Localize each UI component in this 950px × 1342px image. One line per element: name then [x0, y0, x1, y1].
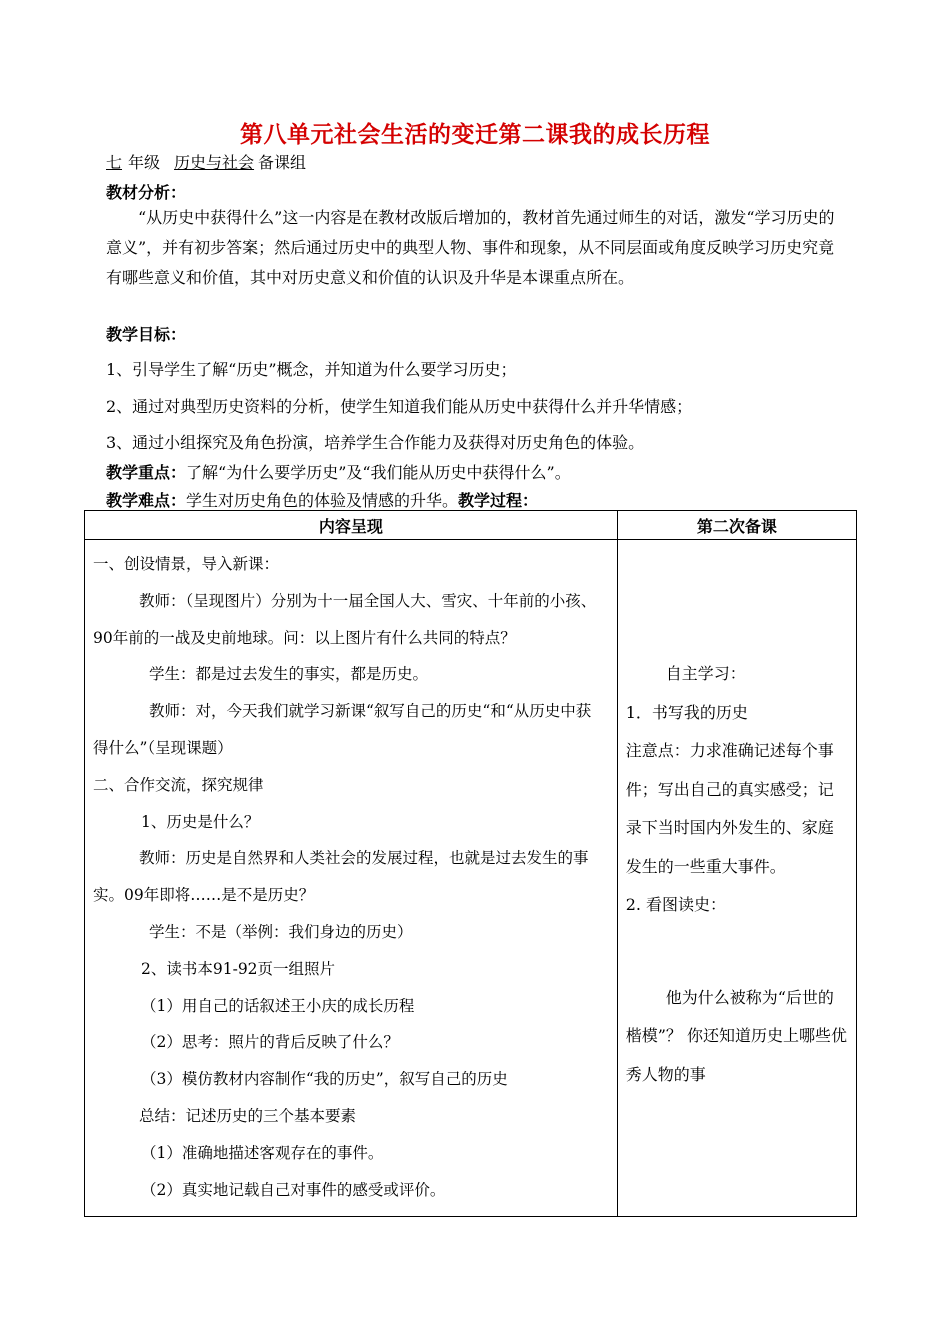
content-line: 二、合作交流，探究规律 — [93, 775, 264, 794]
difficulty-label: 教学难点： — [106, 491, 187, 510]
table-header-row — [85, 511, 857, 540]
grade-suffix: 年级 — [128, 153, 161, 172]
content-line: （1）准确地描述客观存在的事件。 — [141, 1143, 384, 1162]
content-line: 2、读书本91-92页一组照片 — [141, 959, 336, 978]
focus-label: 教学重点： — [106, 463, 187, 482]
goal-item-1: 1、引导学生了解“历史”概念，并知道为什么要学习历史； — [106, 360, 517, 379]
content-line: 总结：记述历史的三个基本要素 — [139, 1106, 357, 1125]
analysis-heading: 教材分析： — [106, 183, 187, 202]
grade: 七 — [106, 153, 123, 172]
content-line: 教师：对，今天我们就学习新课“叙写自己的历史“和“从历史中获得什么”（呈现课题） — [93, 702, 592, 757]
side-line: 他为什么被称为“后世的楷模”？ 你还知道历史上哪些优秀人物的事 — [625, 987, 847, 1084]
content-line: 教师：（呈现图片）分别为十一届全国人大、雪灾、十年前的小孩、90年前的一战及史前地球。问：以上图片有什么共同的特点？ — [93, 591, 597, 647]
lesson-table — [84, 510, 857, 1217]
side-line: 1．书写我的历史 — [625, 702, 748, 722]
content-line: 学生：不是（举例：我们身边的历史） — [149, 922, 413, 941]
content-line: （2）思考：照片的背后反映了什么？ — [141, 1033, 399, 1052]
header-second-prep: 第二次备课 — [617, 511, 856, 540]
goal-item-3: 3、通过小组探究及角色扮演，培养学生合作能力及获得对历史角色的体验。 — [106, 433, 645, 452]
document-title: 第八单元社会生活的变迁第二课我的成长历程 — [240, 121, 710, 148]
group: 备课组 — [258, 153, 307, 172]
table-body-row — [85, 540, 857, 1217]
side-line: 自主学习： — [665, 664, 746, 683]
meta-line — [106, 150, 306, 173]
subject: 历史与社会 — [174, 153, 255, 172]
side-line: 注意点：力求准确记述每个事件；写出自己的真实感受；记录下当时国内外发生的、家庭发生的一些重大事件。 — [625, 741, 834, 876]
content-line: （3）模仿教材内容制作“我的历史”，叙写自己的历史 — [141, 1070, 508, 1089]
process-label: 教学过程： — [458, 491, 539, 510]
content-line: （1）用自己的话叙述王小庆的成长历程 — [141, 996, 415, 1015]
second-prep-cell — [617, 540, 856, 1217]
difficulty-line — [106, 488, 538, 511]
analysis-text: “从历史中获得什么”这一内容是在教材改版后增加的，教材首先通过师生的对话，激发“学习历史的意义”，并有初步答案；然后通过历史中的典型人物、事件和现象，从不同层面或角度反映学习历史究竟有哪些意义和价值，其中对历史意义和价值的认识及升华是本课重点所在。 — [106, 208, 835, 287]
goals-heading: 教学目标： — [106, 325, 187, 344]
content-line: 学生：都是过去发生的事实，都是历史。 — [149, 665, 429, 684]
content-line: 教师：历史是自然界和人类社会的发展过程，也就是过去发生的事实。09年即将……是不是历史？ — [93, 849, 589, 905]
content-cell — [85, 540, 618, 1217]
content-line: （2）真实地记载自己对事件的感受或评价。 — [141, 1180, 446, 1199]
side-line: 2. 看图读史： — [625, 895, 727, 914]
analysis-text-block — [106, 203, 846, 293]
content-line: 1、历史是什么？ — [141, 812, 260, 831]
focus-text: 了解“为什么要学历史”及“我们能从历史中获得什么”。 — [186, 463, 571, 482]
focus-line — [106, 460, 571, 483]
content-line: 一、创设情景，导入新课： — [93, 555, 280, 573]
header-content: 内容呈现 — [85, 511, 618, 540]
goal-item-2: 2、通过对典型历史资料的分析，使学生知道我们能从历史中获得什么并升华情感； — [106, 397, 693, 416]
difficulty-text: 学生对历史角色的体验及情感的升华。 — [186, 491, 459, 510]
